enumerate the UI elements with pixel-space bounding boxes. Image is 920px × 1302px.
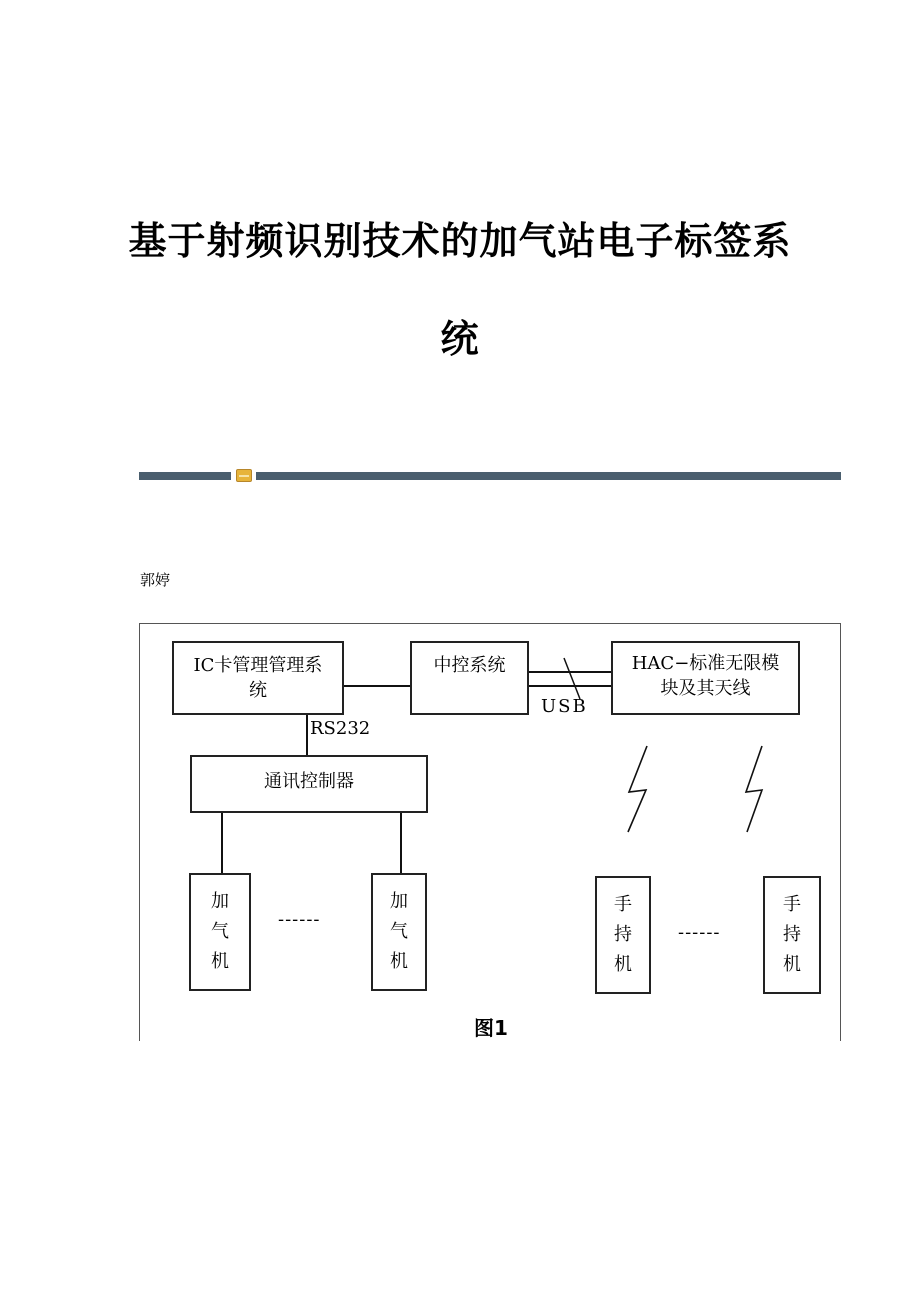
usb-label: USB <box>541 696 588 717</box>
central-control-box <box>410 641 529 715</box>
ic-card-management-label: IC卡管理管理系 统 <box>193 655 323 701</box>
rs232-label: RS232 <box>310 718 371 739</box>
comm-controller-box <box>190 755 428 813</box>
document-title-line-1: 基于射频识别技术的加气站电子标签系 <box>128 219 792 263</box>
dispenser-box-2 <box>371 873 427 991</box>
author-name: 郭婷 <box>140 571 171 589</box>
ic-card-management-box <box>172 641 344 715</box>
divider-bar-right <box>256 472 841 480</box>
dispenser-ellipsis: ------ <box>278 909 321 930</box>
usb-slash-mark <box>564 658 580 699</box>
handheld-label-2: 手 持 机 <box>783 894 801 975</box>
dispenser-label-2: 加 气 机 <box>390 891 408 972</box>
handheld-ellipsis: ------ <box>678 922 721 943</box>
divider-badge-icon <box>236 469 252 482</box>
comm-controller-label: 通讯控制器 <box>264 771 354 792</box>
system-diagram-figure <box>139 623 841 1041</box>
central-control-label: 中控系统 <box>433 655 506 676</box>
hac-module-box <box>611 641 800 715</box>
wireless-signal-icon-2 <box>746 746 762 832</box>
document-title-line-2: 统 <box>440 317 480 361</box>
divider-bar-left <box>139 472 231 480</box>
figure-caption: 图1 <box>474 1016 508 1040</box>
dispenser-label-1: 加 气 机 <box>211 891 229 972</box>
hac-module-label: HAC−标准无限模 块及其天线 <box>631 653 780 699</box>
wireless-signal-icon-1 <box>628 746 647 832</box>
handheld-label-1: 手 持 机 <box>614 894 632 975</box>
handheld-box-2 <box>763 876 821 994</box>
dispenser-box-1 <box>189 873 251 991</box>
handheld-box-1 <box>595 876 651 994</box>
